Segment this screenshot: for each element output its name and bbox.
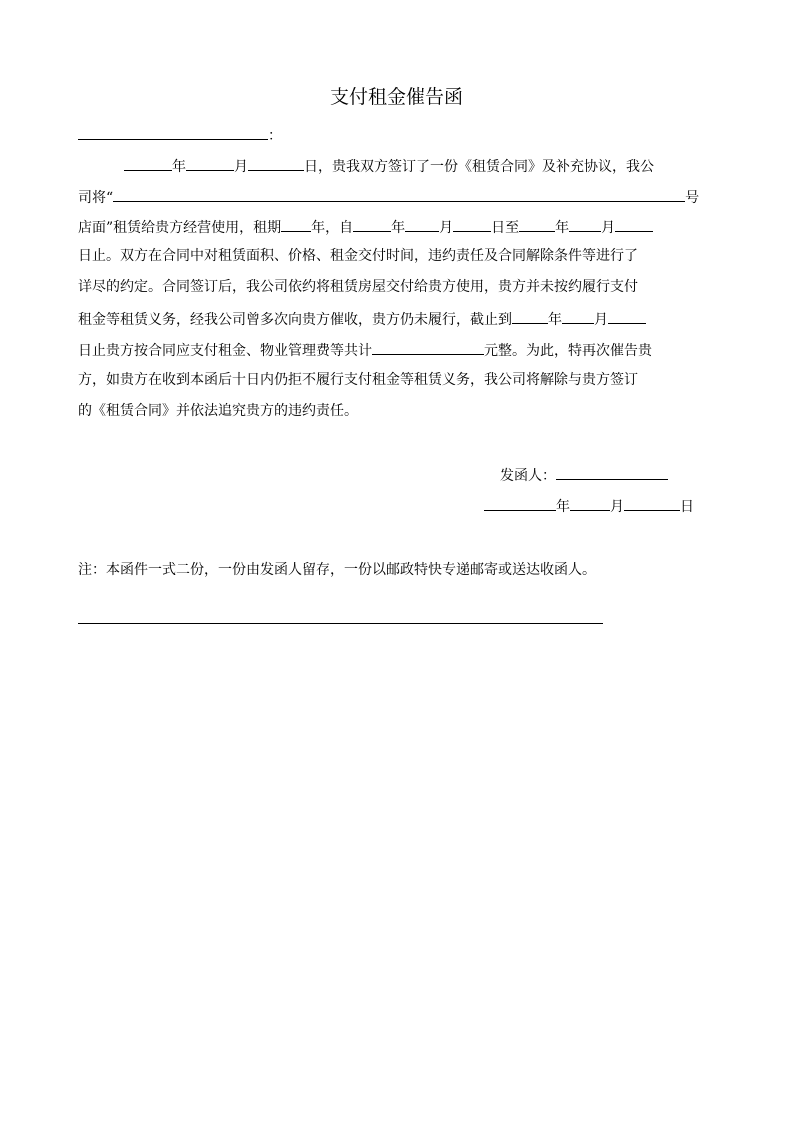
sign-date-month-blank[interactable] bbox=[570, 495, 610, 511]
para-text-3c: 日至 bbox=[491, 220, 520, 236]
para-text-7a: 日止贵方按合同应支付租金、物业管理费等共计 bbox=[78, 343, 372, 359]
start-day-blank[interactable] bbox=[453, 216, 491, 232]
year-char: 年 bbox=[172, 159, 186, 175]
para-line-9: 的《租赁合同》并依法追究贵方的违约责任。 bbox=[78, 403, 358, 419]
start-month-blank[interactable] bbox=[405, 216, 439, 232]
month-char: 月 bbox=[601, 220, 616, 236]
end-month-blank[interactable] bbox=[569, 216, 601, 232]
para-line-6 bbox=[78, 308, 646, 330]
start-year-blank[interactable] bbox=[353, 216, 391, 232]
year-char: 年 bbox=[548, 312, 562, 328]
sign-month-blank[interactable] bbox=[186, 155, 234, 171]
para-line-8: 方，如贵方在收到本函后十日内仍拒不履行支付租金等租赁义务，我公司将解除与贵方签订 bbox=[78, 372, 638, 388]
document-title: 支付租金催告函 bbox=[329, 86, 463, 108]
para-text-1: 日，贵我双方签订了一份《租赁合同》及补充协议，我公 bbox=[304, 159, 654, 175]
addressee-blank[interactable] bbox=[78, 124, 268, 140]
month-char: 月 bbox=[234, 159, 248, 175]
sign-date-line bbox=[484, 495, 694, 517]
para-text-7b: 元整。为此，特再次催告贵 bbox=[484, 343, 652, 359]
cutoff-month-blank[interactable] bbox=[562, 308, 594, 324]
year-char: 年 bbox=[556, 499, 570, 515]
sign-year-blank[interactable] bbox=[124, 155, 172, 171]
sign-day-blank[interactable] bbox=[248, 155, 304, 171]
para-text-3b: 年，自 bbox=[311, 220, 354, 236]
footnote: 注：本函件一式二份，一份由发函人留存，一份以邮政特快专递邮寄或送达收函人。 bbox=[78, 562, 596, 578]
para-text-3a: 店面”租赁给贵方经营使用，租期 bbox=[78, 220, 282, 236]
amount-blank[interactable] bbox=[372, 339, 484, 355]
year-char: 年 bbox=[391, 220, 406, 236]
sign-date-day-blank[interactable] bbox=[624, 495, 680, 511]
para-text-2: 司将“ bbox=[78, 190, 114, 206]
end-year-blank[interactable] bbox=[519, 216, 555, 232]
cutoff-day-blank[interactable] bbox=[608, 308, 646, 324]
end-day-blank[interactable] bbox=[615, 216, 653, 232]
para-line-3 bbox=[78, 216, 653, 238]
para-line-1 bbox=[124, 155, 654, 177]
day-char: 日 bbox=[680, 499, 694, 515]
para-line-5: 详尽的约定。合同签订后，我公司依约将租赁房屋交付给贵方使用，贵方并未按约履行支付 bbox=[78, 279, 638, 295]
month-char: 月 bbox=[610, 499, 624, 515]
bottom-divider bbox=[78, 623, 603, 624]
sender-blank[interactable] bbox=[556, 464, 668, 480]
addressee-colon: ： bbox=[268, 128, 282, 144]
lease-years-blank[interactable] bbox=[281, 216, 311, 232]
sign-date-year-blank[interactable] bbox=[484, 495, 556, 511]
para-line-2 bbox=[78, 186, 699, 208]
addressee-line bbox=[78, 124, 282, 146]
sender-line bbox=[500, 464, 668, 486]
para-text-6: 租金等租赁义务，经我公司曾多次向贵方催收，贵方仍未履行，截止到 bbox=[78, 312, 512, 328]
month-char: 月 bbox=[439, 220, 454, 236]
month-char: 月 bbox=[594, 312, 608, 328]
cutoff-year-blank[interactable] bbox=[512, 308, 548, 324]
para-line-7 bbox=[78, 339, 652, 361]
para-line-4: 日止。双方在合同中对租赁面积、价格、租金交付时间，违约责任及合同解除条件等进行了 bbox=[78, 248, 638, 264]
store-address-blank[interactable] bbox=[113, 186, 685, 202]
sender-label: 发函人： bbox=[500, 468, 556, 484]
year-char: 年 bbox=[555, 220, 570, 236]
hao-char: 号 bbox=[685, 190, 700, 206]
